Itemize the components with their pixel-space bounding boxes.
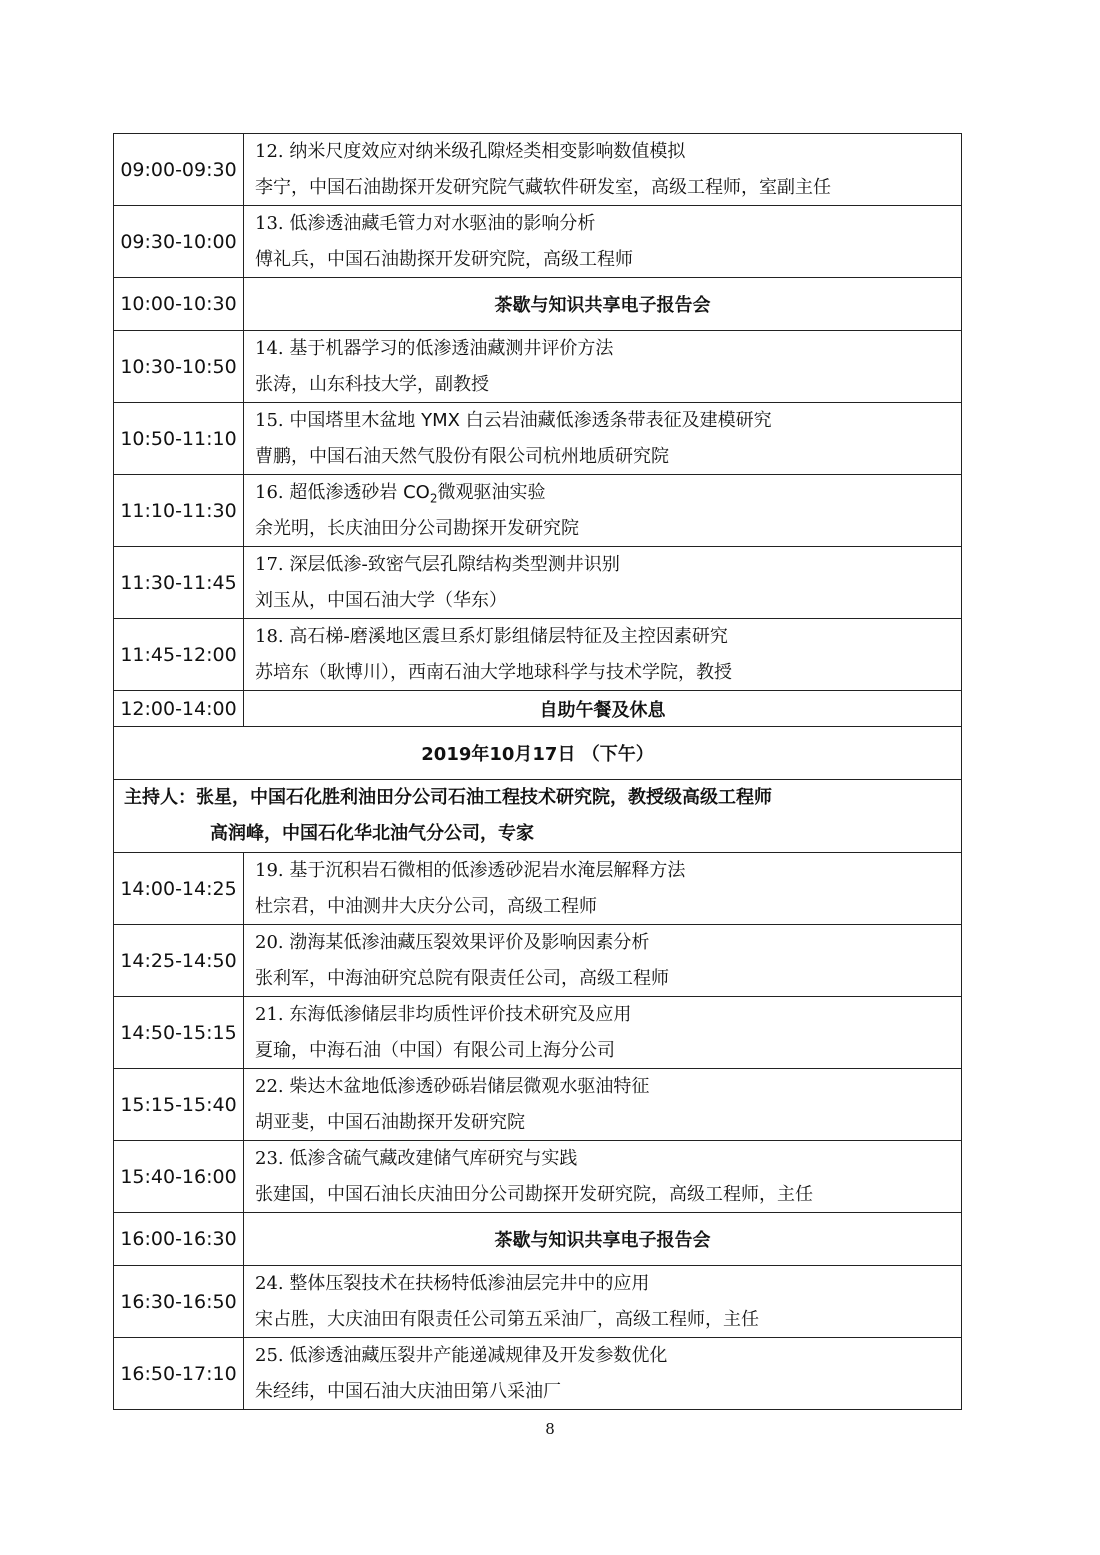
talk-title: 低渗透油藏毛管力对水驱油的影响分析 [289, 213, 596, 234]
talk-cell [244, 331, 962, 403]
talk-speaker: 余光明，长庆油田分公司勘探开发研究院 [255, 517, 579, 539]
talk-title: 纳米尺度效应对纳米级孔隙烃类相变影响数值模拟 [289, 141, 686, 162]
page-number: 8 [545, 1420, 555, 1438]
talk-cell [244, 853, 962, 925]
talk-speaker: 夏瑜，中海石油（中国）有限公司上海分公司 [255, 1039, 615, 1061]
talk-speaker: 苏培东（耿博川），西南石油大学地球科学与技术学院，教授 [255, 661, 732, 683]
table-row [114, 1266, 962, 1338]
time-cell: 10:50-11:10 [114, 403, 244, 475]
schedule-table [113, 133, 962, 1410]
break-row [114, 691, 962, 727]
talk-number: 14. [255, 338, 284, 359]
time-cell: 16:30-16:50 [114, 1266, 244, 1338]
time-cell: 15:15-15:40 [114, 1069, 244, 1141]
talk-cell [244, 1069, 962, 1141]
talk-number: 21. [255, 1004, 284, 1025]
talk-number: 25. [255, 1345, 284, 1366]
talk-number: 22. [255, 1076, 284, 1097]
talk-speaker: 张建国，中国石油长庆油田分公司勘探开发研究院，高级工程师，主任 [255, 1183, 813, 1205]
talk-number: 19. [255, 860, 284, 881]
time-cell: 09:30-10:00 [114, 206, 244, 278]
talk-cell [244, 1141, 962, 1213]
talk-cell [244, 925, 962, 997]
time-cell: 14:50-15:15 [114, 997, 244, 1069]
time-cell: 12:00-14:00 [114, 691, 244, 727]
talk-number: 13. [255, 213, 284, 234]
hosts-row [114, 780, 962, 853]
table-row [114, 547, 962, 619]
talk-number: 20. [255, 932, 284, 953]
talk-title: 基于沉积岩石微相的低渗透砂泥岩水淹层解释方法 [289, 860, 686, 881]
table-row [114, 331, 962, 403]
talk-number: 17. [255, 554, 284, 575]
talk-speaker: 胡亚斐，中国石油勘探开发研究院 [255, 1111, 525, 1133]
time-cell: 16:00-16:30 [114, 1213, 244, 1266]
table-row [114, 403, 962, 475]
talk-cell [244, 619, 962, 691]
talk-cell [244, 997, 962, 1069]
time-cell: 10:30-10:50 [114, 331, 244, 403]
talk-speaker: 张涛，山东科技大学，副教授 [255, 373, 489, 395]
talk-speaker: 李宁，中国石油勘探开发研究院气藏软件研发室，高级工程师，室副主任 [255, 176, 831, 198]
talk-speaker: 杜宗君，中油测井大庆分公司，高级工程师 [255, 895, 597, 917]
talk-title: 基于机器学习的低渗透油藏测井评价方法 [289, 338, 614, 359]
table-row [114, 925, 962, 997]
time-cell: 11:45-12:00 [114, 619, 244, 691]
time-cell: 14:00-14:25 [114, 853, 244, 925]
table-row [114, 475, 962, 547]
break-label: 茶歇与知识共享电子报告会 [244, 1213, 962, 1266]
talk-speaker: 宋占胜，大庆油田有限责任公司第五采油厂，高级工程师，主任 [255, 1308, 759, 1330]
table-row [114, 997, 962, 1069]
table-row [114, 206, 962, 278]
talk-number: 23. [255, 1148, 284, 1169]
hosts-cell [114, 780, 962, 853]
talk-cell [244, 475, 962, 547]
talk-cell [244, 1266, 962, 1338]
talk-title: 低渗透油藏压裂井产能递减规律及开发参数优化 [289, 1345, 668, 1366]
talk-number: 24. [255, 1273, 284, 1294]
host-line-1: 主持人：张星，中国石化胜利油田分公司石油工程技术研究院，教授级高级工程师 [124, 787, 772, 808]
talk-title: 柴达木盆地低渗透砂砾岩储层微观水驱油特征 [289, 1076, 650, 1097]
talk-number: 16. [255, 482, 284, 503]
break-label: 自助午餐及休息 [244, 691, 962, 727]
table-row [114, 619, 962, 691]
talk-speaker: 朱经纬，中国石油大庆油田第八采油厂 [255, 1380, 561, 1402]
time-cell: 16:50-17:10 [114, 1338, 244, 1410]
talk-cell [244, 403, 962, 475]
time-cell: 11:10-11:30 [114, 475, 244, 547]
break-row [114, 1213, 962, 1266]
table-row [114, 1338, 962, 1410]
talk-title: 中国塔里木盆地 YMX 白云岩油藏低渗透条带表征及建模研究 [289, 410, 772, 431]
talk-cell [244, 547, 962, 619]
session-header-row [114, 727, 962, 780]
talk-title: 整体压裂技术在扶杨特低渗油层完井中的应用 [289, 1273, 650, 1294]
time-cell: 09:00-09:30 [114, 134, 244, 206]
break-label: 茶歇与知识共享电子报告会 [244, 278, 962, 331]
talk-cell [244, 134, 962, 206]
talk-cell [244, 206, 962, 278]
session-header: 2019年10月17日 （下午） [114, 727, 962, 780]
talk-speaker: 曹鹏，中国石油天然气股份有限公司杭州地质研究院 [255, 445, 669, 467]
time-cell: 14:25-14:50 [114, 925, 244, 997]
talk-number: 15. [255, 410, 284, 431]
talk-title: 深层低渗-致密气层孔隙结构类型测井识别 [289, 554, 620, 575]
table-row [114, 1141, 962, 1213]
table-row [114, 853, 962, 925]
talk-speaker: 刘玉从，中国石油大学（华东） [255, 589, 507, 611]
talk-title: 高石梯-磨溪地区震旦系灯影组储层特征及主控因素研究 [289, 626, 728, 647]
talk-title: 东海低渗储层非均质性评价技术研究及应用 [289, 1004, 632, 1025]
talk-title: 超低渗透砂岩 $CO_2$微观驱油实验 [289, 482, 546, 506]
time-cell: 11:30-11:45 [114, 547, 244, 619]
talk-number: 12. [255, 141, 284, 162]
table-row [114, 134, 962, 206]
talk-speaker: 傅礼兵，中国石油勘探开发研究院，高级工程师 [255, 248, 633, 270]
talk-speaker: 张利军，中海油研究总院有限责任公司，高级工程师 [255, 967, 669, 989]
talk-cell [244, 1338, 962, 1410]
time-cell: 15:40-16:00 [114, 1141, 244, 1213]
talk-title: 渤海某低渗油藏压裂效果评价及影响因素分析 [289, 932, 650, 953]
talk-number: 18. [255, 626, 284, 647]
talk-title: 低渗含硫气藏改建储气库研究与实践 [289, 1148, 578, 1169]
break-row [114, 278, 962, 331]
table-row [114, 1069, 962, 1141]
host-line-2: 高润峰，中国石化华北油气分公司，专家 [210, 823, 534, 844]
time-cell: 10:00-10:30 [114, 278, 244, 331]
